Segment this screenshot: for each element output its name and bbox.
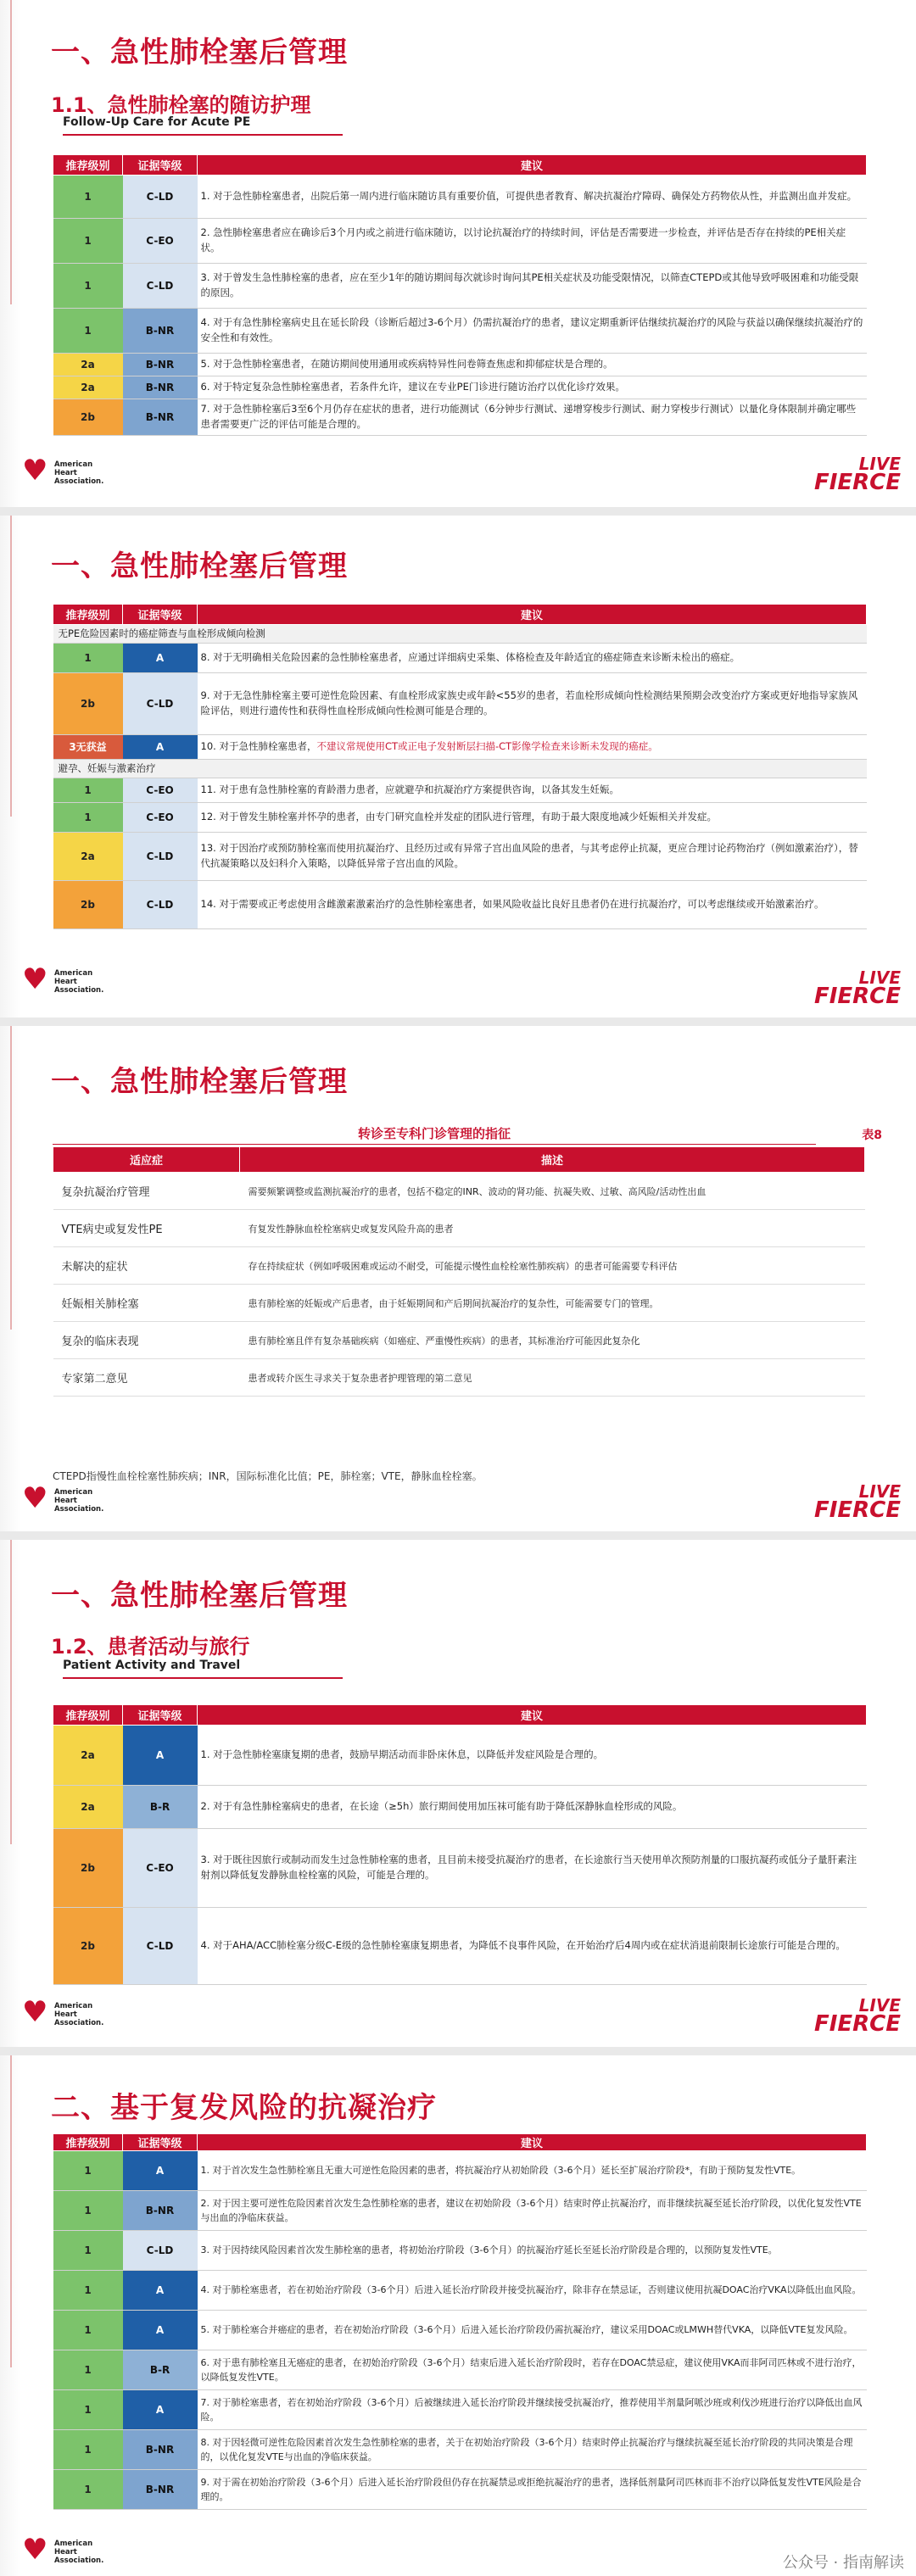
class-cell: 2a	[53, 833, 123, 881]
rec-number: 8.	[200, 2436, 209, 2448]
evidence-badge: B-NR	[123, 354, 198, 376]
table-row	[53, 399, 867, 436]
slide-title: 二、基于复发风险的抗凝治疗	[51, 2092, 437, 2124]
recommendation-cell	[198, 2470, 867, 2510]
table-number: 表8	[862, 1129, 882, 1142]
evidence-cell	[123, 354, 198, 376]
aha-logo	[22, 1481, 115, 1525]
rec-text: 对于无明确相关危险因素的急性肺栓塞患者，应通过详细病史采集、体格检查及年龄适宜的癌症筛查来诊断未检出的癌症。	[213, 651, 740, 664]
rec-number: 14.	[200, 898, 216, 911]
description-cell: 有复发性静脉血栓栓塞病史或复发风险升高的患者	[240, 1210, 865, 1247]
recommendation-cell	[198, 399, 867, 436]
rec-text: 对于因治疗或预防肺栓塞而使用抗凝治疗、且经历过或有异常子宫出血风险的患者，与其考虑停止抗凝，更应合理讨论药物治疗（例如激素治疗），替代抗凝策略以及妇科介入策略，以降低异常子宫出血的风险。	[200, 842, 858, 869]
evidence-badge: C-LD	[123, 2231, 198, 2270]
table-row	[53, 2191, 867, 2231]
slide-cancer-contraception	[0, 516, 916, 1018]
recommendation-cell	[198, 376, 867, 399]
aha-logo	[22, 456, 115, 497]
slide-title: 一、急性肺栓塞后管理	[51, 1066, 348, 1098]
table-row	[53, 673, 867, 735]
class-cell: 1	[53, 2470, 123, 2510]
subtitle-underline	[63, 1677, 343, 1679]
recommendation-table	[53, 1704, 867, 1985]
class-cell: 2a	[53, 354, 123, 376]
col-class: 推荐级别	[53, 605, 123, 625]
col-indication: 适应症	[53, 1147, 240, 1173]
heart-torch-icon: ♥	[22, 1995, 48, 2029]
table-row	[53, 219, 867, 264]
recommendation-cell	[198, 644, 867, 673]
rec-text: 急性肺栓塞患者应在确诊后3个月内或之前进行临床随访，以讨论抗凝治疗的持续时间，评估是否需要进一步检查，并评估是否存在持续的PE相关症状。	[200, 226, 846, 254]
rec-number: 7.	[200, 403, 210, 415]
rec-text: 对于特定复杂急性肺栓塞患者，若条件允许，建议在专业PE门诊进行随访治疗以优化诊疗效果。	[213, 381, 625, 393]
table-row	[53, 1786, 867, 1829]
class-cell: 2a	[53, 376, 123, 399]
evidence-cell	[123, 673, 198, 735]
recommendation-cell	[198, 881, 867, 929]
rec-number: 8.	[200, 651, 210, 664]
fierce-text: FIERCE	[813, 470, 901, 495]
evidence-badge: C-LD	[123, 176, 198, 218]
evidence-cell	[123, 399, 198, 436]
evidence-badge: B-NR	[123, 2191, 198, 2230]
class-cell: 1	[53, 2430, 123, 2470]
rec-number: 9.	[200, 689, 210, 702]
class-cell: 2b	[53, 881, 123, 929]
description-cell: 患者或转介医生寻求关于复杂患者护理管理的第二意见	[240, 1359, 865, 1397]
recommendation-cell	[198, 354, 867, 376]
evidence-cell	[123, 778, 198, 803]
recommendation-cell	[198, 803, 867, 833]
evidence-badge: A	[123, 2390, 198, 2429]
class-cell: 1	[53, 2151, 123, 2191]
rec-number: 4.	[200, 1939, 210, 1952]
table-row	[53, 1359, 865, 1397]
evidence-cell	[123, 2470, 198, 2510]
class-cell: 1	[53, 2311, 123, 2350]
evidence-badge: B-NR	[123, 376, 198, 399]
slide-title: 一、急性肺栓塞后管理	[51, 550, 348, 583]
evidence-cell	[123, 2231, 198, 2271]
recommendation-cell	[198, 1726, 867, 1786]
table-row	[53, 735, 867, 760]
rec-text: 对于患有急性肺栓塞的育龄潜力患者，应就避孕和抗凝治疗方案提供咨询，以备其发生妊娠。	[219, 783, 619, 796]
evidence-badge: C-LD	[123, 1908, 198, 1984]
live-text: LIVE	[858, 1995, 901, 2016]
aha-logo-text: American Heart Association.	[54, 2540, 104, 2565]
rec-text: 对于肺栓塞患者，若在初始治疗阶段（3-6个月）后进入延长治疗阶段并接受抗凝治疗，除非存在禁忌证，否则建议使用抗凝DOAC治疗VKA以降低出血风险。	[212, 2284, 862, 2296]
slide-referral	[0, 1026, 916, 1531]
table-row	[53, 2151, 867, 2191]
rec-text: 对于曾发生肺栓塞并怀孕的患者，由专门研究血栓并发症的团队进行管理，有助于最大限度地减少妊娠相关并发症。	[219, 811, 717, 823]
description-cell: 需要频繁调整或监测抗凝治疗的患者，包括不稳定的INR、波动的肾功能、抗凝失败、过敏、高风险/活动性出血	[240, 1173, 865, 1210]
description-cell: 存在持续症状（例如呼吸困难或运动不耐受，可能提示慢性血栓栓塞性肺疾病）的患者可能需要专科评估	[240, 1247, 865, 1285]
evidence-cell	[123, 376, 198, 399]
subtitle-underline	[63, 134, 343, 136]
indication-cell: 复杂的临床表现	[53, 1322, 240, 1359]
evidence-badge: A	[123, 2311, 198, 2350]
aha-logo	[22, 962, 115, 1006]
indication-cell: VTE病史或复发性PE	[53, 1210, 240, 1247]
aha-logo-text: American Heart Association.	[54, 1488, 104, 1514]
evidence-badge: C-EO	[123, 1829, 198, 1907]
evidence-cell	[123, 1908, 198, 1985]
evidence-badge: A	[123, 2271, 198, 2310]
class-cell: 1	[53, 2191, 123, 2231]
table-row	[53, 2390, 867, 2430]
table-row	[53, 1726, 867, 1786]
class-cell: 1	[53, 264, 123, 309]
rec-text: 对于急性肺栓塞后3至6个月仍存在症状的患者，进行功能测试（6分钟步行测试、递增穿梭步行测试、耐力穿梭步行测试）以量化身体限制并确定哪些患者需要更广泛的评估可能是合理的。	[200, 403, 857, 430]
rec-number: 1.	[200, 190, 210, 203]
rec-text: 对于急性肺栓塞患者，	[219, 740, 317, 753]
rec-text: 对于急性肺栓塞康复期的患者，鼓励早期活动而非卧床休息，以降低并发症风险是合理的。	[213, 1748, 604, 1761]
recommendation-cell	[198, 1908, 867, 1985]
recommendation-cell	[198, 2271, 867, 2311]
recommendation-cell	[198, 2430, 867, 2470]
table-row	[53, 376, 867, 399]
rec-number: 10.	[200, 740, 216, 753]
heart-torch-icon: ♥	[22, 2533, 48, 2567]
rec-text: 对于无急性肺栓塞主要可逆性危险因素、有血栓形成家族史或年龄<55岁的患者，若血栓形成倾向性检测结果预期会改变治疗方案或更好地指导家族风险评估，则进行遗传性和获得性血栓形成倾向性检测可能是合理的。	[200, 689, 858, 716]
section-heading: 避孕、妊娠与激素治疗	[53, 760, 867, 778]
table-row	[53, 309, 867, 354]
class-cell: 1	[53, 2390, 123, 2430]
section-heading: 无PE危险因素时的癌症筛查与血栓形成倾向检测	[53, 625, 867, 644]
rec-text: 对于既往因旅行或制动而发生过急性肺栓塞的患者，且目前未接受抗凝治疗的患者，在长途旅行当天使用单次预防剂量的口服抗凝药或低分子量肝素注射剂以降低复发静脉血栓栓塞的风险，可能是合理的。	[200, 1854, 857, 1881]
evidence-cell	[123, 2350, 198, 2390]
recommendation-cell	[198, 2350, 867, 2390]
evidence-badge: C-LD	[123, 881, 198, 928]
rec-number: 3.	[200, 271, 210, 284]
rec-text: 对于急性肺栓塞患者，在随访期间使用通用或疾病特异性问卷筛查焦虑和抑郁症状是合理的。	[213, 358, 613, 371]
class-cell: 2b	[53, 399, 123, 436]
rec-number: 6.	[200, 2356, 209, 2368]
recommendation-cell	[198, 2151, 867, 2191]
evidence-cell	[123, 176, 198, 219]
class-cell: 1	[53, 2271, 123, 2311]
col-evidence: 证据等级	[123, 1705, 198, 1726]
rec-text: 对于首次发生急性肺栓塞且无重大可逆性危险因素的患者，将抗凝治疗从初始阶段（3-6个月）延长至扩展治疗阶段*，有助于预防复发性VTE。	[212, 2165, 802, 2177]
live-fierce-logo	[807, 1481, 901, 1526]
evidence-cell	[123, 309, 198, 354]
rec-number: 2.	[200, 1800, 210, 1813]
table-row	[53, 2311, 867, 2350]
section-subtitle: 1.2、患者活动与旅行	[51, 1635, 250, 1659]
recommendation-table	[53, 154, 867, 436]
recommendation-cell	[198, 778, 867, 803]
class-cell: 1	[53, 2350, 123, 2390]
live-fierce-logo	[807, 1995, 901, 2040]
recommendation-cell	[198, 1786, 867, 1829]
wechat-watermark: 公众号 · 指南解读	[782, 2554, 904, 2572]
decor-stripe	[0, 1026, 20, 1531]
col-class: 推荐级别	[53, 1705, 123, 1726]
rec-text: 对于因轻微可逆性危险因素首次发生急性肺栓塞的患者，关于在初始治疗阶段（3-6个月）结束时停止抗凝治疗与继续抗凝至延长治疗阶段的共同决策是合理的，以优化复发VTE与出血的净临床获益。	[200, 2436, 853, 2462]
evidence-badge: C-EO	[123, 219, 198, 263]
evidence-cell	[123, 1829, 198, 1908]
rec-number: 3.	[200, 2244, 209, 2256]
class-cell: 2b	[53, 1908, 123, 1985]
slide-activity-travel	[0, 1540, 916, 2047]
rec-number: 2.	[200, 226, 210, 239]
table-row	[53, 778, 867, 803]
rec-text: 对于AHA/ACC肺栓塞分级C-E级的急性肺栓塞康复期患者，为降低不良事件风险，在开始治疗后4周内或在症状消退前限制长途旅行可能是合理的。	[213, 1939, 846, 1952]
class-cell: 1	[53, 803, 123, 833]
recommendation-cell	[198, 309, 867, 354]
class-cell: 1	[53, 219, 123, 264]
evidence-cell	[123, 2271, 198, 2311]
table-row	[53, 354, 867, 376]
fierce-text: FIERCE	[813, 984, 901, 1009]
evidence-cell	[123, 803, 198, 833]
evidence-badge: B-R	[123, 1786, 198, 1828]
rec-text: 对于需要或正考虑使用含雌激素激素治疗的急性肺栓塞患者，如果风险收益比良好且患者仍在进行抗凝治疗，可以考虑继续或开始激素治疗。	[219, 898, 824, 911]
evidence-cell	[123, 2151, 198, 2191]
col-recommendation: 建议	[198, 605, 867, 625]
table-row	[53, 2470, 867, 2510]
section-subtitle: 1.1、急性肺栓塞的随访护理	[51, 93, 311, 117]
recommendation-cell	[198, 833, 867, 881]
table-row	[53, 1173, 865, 1210]
slide-anticoagulation	[0, 2055, 916, 2576]
rec-number: 1.	[200, 2165, 209, 2177]
col-recommendation: 建议	[198, 1705, 867, 1726]
rec-number: 11.	[200, 783, 216, 796]
rec-text: 对于有急性肺栓塞病史且在延长阶段（诊断后超过3-6个月）仍需抗凝治疗的患者，建议定期重新评估继续抗凝治疗的风险与获益以确保继续抗凝治疗的安全性和有效性。	[200, 316, 863, 343]
evidence-badge: B-NR	[123, 2470, 198, 2509]
rec-text: 对于有急性肺栓塞病史的患者，在长途（≥5h）旅行期间使用加压袜可能有助于降低深静脉血栓形成的风险。	[213, 1800, 683, 1813]
recommendation-cell	[198, 2191, 867, 2231]
aha-logo-text: American Heart Association.	[54, 460, 104, 486]
col-description: 描述	[240, 1147, 865, 1173]
recommendation-cell	[198, 264, 867, 309]
indication-cell: 妊娠相关肺栓塞	[53, 1285, 240, 1322]
recommendation-cell	[198, 219, 867, 264]
rec-number: 9.	[200, 2476, 209, 2488]
table-row	[53, 2271, 867, 2311]
evidence-badge: A	[123, 735, 198, 759]
recommendation-table	[53, 604, 867, 929]
table-row	[53, 2350, 867, 2390]
table-footnote: CTEPD指慢性血栓栓塞性肺疾病；INR，国际标准化比值；PE，肺栓塞；VTE，静脉血栓栓塞。	[53, 1470, 483, 1482]
table-row	[53, 1829, 867, 1908]
fierce-text: FIERCE	[813, 1497, 901, 1523]
evidence-badge: C-LD	[123, 264, 198, 308]
rec-text: 对于因主要可逆性危险因素首次发生急性肺栓塞的患者，建议在初始阶段（3-6个月）结束时停止抗凝治疗，而非继续抗凝至延长治疗阶段，以优化复发性VTE与出血的净临床获益。	[200, 2197, 862, 2223]
section-subtitle-en: Follow-Up Care for Acute PE	[63, 115, 251, 129]
table-caption: 转诊至专科门诊管理的指征	[357, 1126, 511, 1141]
table-row	[53, 1285, 865, 1322]
evidence-badge: B-NR	[123, 309, 198, 353]
recommendation-table	[53, 2133, 867, 2510]
class-cell: 2b	[53, 673, 123, 735]
rec-text: 对于因持续风险因素首次发生肺栓塞的患者，将初始治疗阶段（3-6个月）的抗凝治疗延长至延长治疗阶段是合理的，以预防复发性VTE。	[212, 2244, 778, 2256]
table-row	[53, 1210, 865, 1247]
rec-number: 6.	[200, 381, 210, 393]
rec-number: 13.	[200, 842, 216, 855]
section-row	[53, 625, 867, 644]
live-text: LIVE	[858, 1481, 901, 1502]
table-row	[53, 264, 867, 309]
rec-number: 1.	[200, 1748, 210, 1761]
recommendation-cell	[198, 735, 867, 760]
evidence-cell	[123, 264, 198, 309]
class-cell: 2a	[53, 1786, 123, 1829]
evidence-badge: B-NR	[123, 2430, 198, 2469]
evidence-cell	[123, 1726, 198, 1786]
recommendation-cell	[198, 2311, 867, 2350]
heart-torch-icon: ♥	[22, 454, 48, 488]
evidence-cell	[123, 2390, 198, 2430]
rec-number: 5.	[200, 358, 210, 371]
recommendation-cell	[198, 2390, 867, 2430]
col-evidence: 证据等级	[123, 605, 198, 625]
description-cell: 患有肺栓塞且伴有复杂基础疾病（如癌症、严重慢性疾病）的患者，其标准治疗可能因此复杂化	[240, 1322, 865, 1359]
evidence-badge: C-EO	[123, 803, 198, 832]
col-recommendation: 建议	[198, 155, 867, 176]
rec-text: 对于需在初始治疗阶段（3-6个月）后进入延长治疗阶段但仍存在抗凝禁忌或拒绝抗凝治疗的患者，选择低剂量阿司匹林而非不治疗以降低复发性VTE风险是合理的。	[200, 2476, 862, 2502]
class-cell: 3无获益	[53, 735, 123, 760]
evidence-cell	[123, 735, 198, 760]
rec-number: 3.	[200, 1854, 210, 1866]
table-row	[53, 1247, 865, 1285]
evidence-badge: C-EO	[123, 778, 198, 802]
table-row	[53, 803, 867, 833]
rec-number: 2.	[200, 2197, 209, 2209]
rec-number: 7.	[200, 2396, 209, 2408]
rec-number: 5.	[200, 2324, 209, 2336]
table-row	[53, 176, 867, 219]
class-cell: 1	[53, 644, 123, 673]
evidence-cell	[123, 219, 198, 264]
class-cell: 2b	[53, 1829, 123, 1908]
evidence-cell	[123, 2191, 198, 2231]
col-recommendation: 建议	[198, 2134, 867, 2151]
col-evidence: 证据等级	[123, 155, 198, 176]
slide-title: 一、急性肺栓塞后管理	[51, 1580, 348, 1612]
class-cell: 1	[53, 309, 123, 354]
class-cell: 1	[53, 2231, 123, 2271]
live-text: LIVE	[858, 967, 901, 988]
table-caption-bar	[53, 1119, 816, 1145]
description-cell: 患有肺栓塞的妊娠或产后患者，由于妊娠期间和产后期间抗凝治疗的复杂性，可能需要专门的管理。	[240, 1285, 865, 1322]
rec-number: 4.	[200, 316, 210, 329]
live-text: LIVE	[858, 454, 901, 474]
heart-torch-icon: ♥	[22, 1481, 48, 1515]
table-row	[53, 1322, 865, 1359]
live-fierce-logo	[807, 967, 901, 1012]
class-cell: 2a	[53, 1726, 123, 1786]
evidence-badge: A	[123, 1726, 198, 1785]
evidence-cell	[123, 881, 198, 929]
heart-torch-icon: ♥	[22, 962, 48, 996]
live-fierce-logo	[807, 456, 901, 499]
table-row	[53, 644, 867, 673]
evidence-cell	[123, 644, 198, 673]
rec-text-highlight: 不建议常规使用CT或正电子发射断层扫描-CT影像学检查来诊断未发现的癌症。	[316, 740, 658, 753]
decor-stripe	[0, 516, 20, 1018]
table-row	[53, 833, 867, 881]
table-row	[53, 881, 867, 929]
evidence-cell	[123, 833, 198, 881]
table-row	[53, 2430, 867, 2470]
col-class: 推荐级别	[53, 155, 123, 176]
aha-logo	[22, 1995, 115, 2038]
table-row	[53, 1908, 867, 1985]
rec-number: 12.	[200, 811, 216, 823]
decor-stripe	[0, 1540, 20, 2047]
aha-logo-text: American Heart Association.	[54, 2002, 104, 2027]
rec-number: 4.	[200, 2284, 209, 2296]
rec-text: 对于肺栓塞患者，若在初始治疗阶段（3-6个月）后被继续进入延长治疗阶段并继续接受抗凝治疗，推荐使用半剂量阿哌沙班或利伐沙班进行治疗以降低出血风险。	[200, 2396, 863, 2423]
section-row	[53, 760, 867, 778]
decor-stripe	[0, 0, 20, 507]
evidence-badge: A	[123, 2151, 198, 2190]
evidence-cell	[123, 2430, 198, 2470]
col-class: 推荐级别	[53, 2134, 123, 2151]
evidence-badge: C-LD	[123, 673, 198, 734]
recommendation-cell	[198, 2231, 867, 2271]
evidence-cell	[123, 2311, 198, 2350]
evidence-badge: C-LD	[123, 833, 198, 880]
indication-cell: 专家第二意见	[53, 1359, 240, 1397]
slide-title: 一、急性肺栓塞后管理	[51, 36, 348, 69]
indication-cell: 复杂抗凝治疗管理	[53, 1173, 240, 1210]
aha-logo	[22, 2535, 115, 2576]
evidence-badge: B-R	[123, 2350, 198, 2389]
evidence-badge: B-NR	[123, 399, 198, 435]
evidence-cell	[123, 1786, 198, 1829]
referral-table	[53, 1146, 865, 1397]
rec-text: 对于肺栓塞合并癌症的患者，若在初始治疗阶段（3-6个月）后进入延长治疗阶段仍需抗凝治疗，建议采用DOAC或LMWH替代VKA，以降低VTE复发风险。	[212, 2324, 853, 2336]
slide-followup	[0, 0, 916, 507]
section-subtitle-en: Patient Activity and Travel	[63, 1659, 241, 1672]
rec-text: 对于急性肺栓塞患者，出院后第一周内进行临床随访具有重要价值，可提供患者教育、解决抗凝治疗障碍、确保处方药物依从性，并监测出血并发症。	[213, 190, 857, 203]
fierce-text: FIERCE	[813, 2011, 901, 2037]
indication-cell: 未解决的症状	[53, 1247, 240, 1285]
rec-text: 对于患有肺栓塞且无癌症的患者，在初始治疗阶段（3-6个月）结束后进入延长治疗阶段时，若存在DOAC禁忌症，建议使用VKA而非阿司匹林或不进行治疗，以降低复发性VTE。	[200, 2356, 862, 2383]
class-cell: 1	[53, 778, 123, 803]
table-row	[53, 2231, 867, 2271]
aha-logo-text: American Heart Association.	[54, 969, 104, 995]
class-cell: 1	[53, 176, 123, 219]
recommendation-cell	[198, 673, 867, 735]
evidence-badge: A	[123, 644, 198, 672]
recommendation-cell	[198, 176, 867, 219]
col-evidence: 证据等级	[123, 2134, 198, 2151]
recommendation-cell	[198, 1829, 867, 1908]
decor-stripe	[0, 2055, 20, 2576]
rec-text: 对于曾发生急性肺栓塞的患者，应在至少1年的随访期间每次就诊时询问其PE相关症状及功能受限情况，以筛查CTEPD或其他导致呼吸困难和功能受限的原因。	[200, 271, 859, 298]
